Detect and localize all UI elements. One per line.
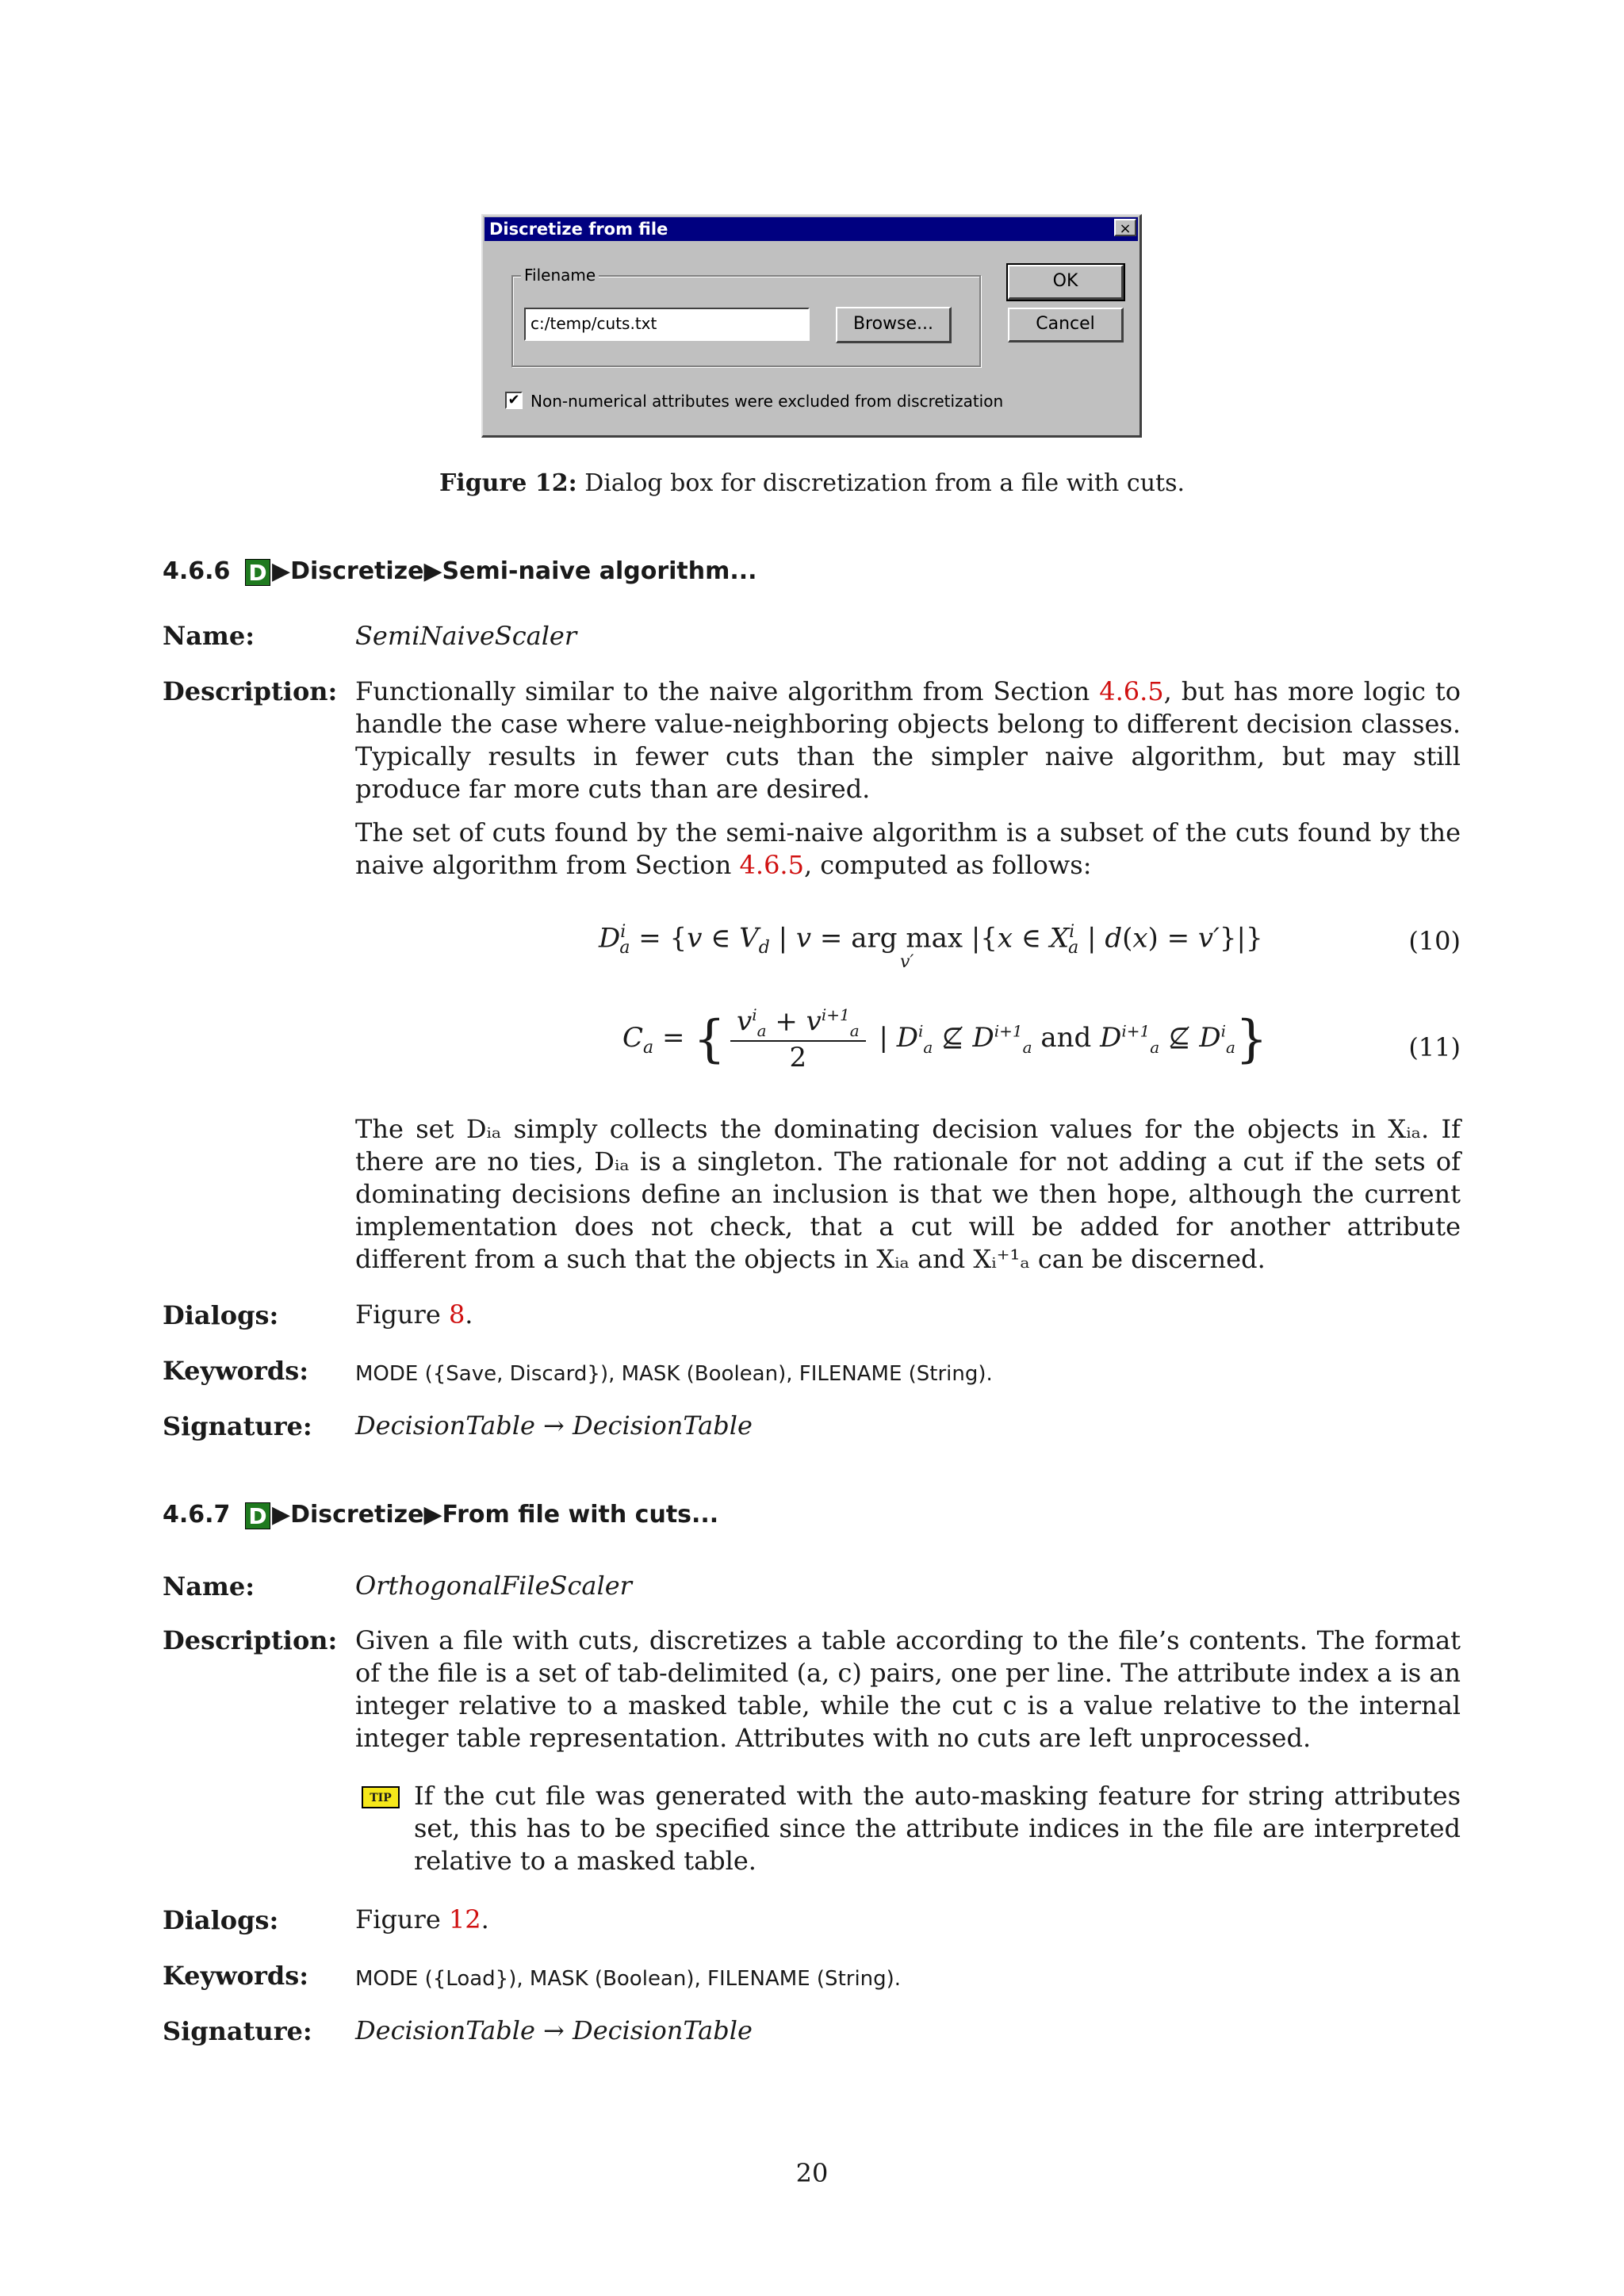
filename-group-label: Filename — [521, 266, 599, 285]
figure-ref-link[interactable]: 8 — [448, 1299, 465, 1330]
text-span: , but has more logic to handle the case where value-neighboring objects belong to different decision classes. Typically results in fewer cuts than the simpler naive algorithm, but may still produce far more cuts than are desired. — [355, 676, 1461, 804]
figure-caption — [0, 469, 1624, 497]
name-label: Name: — [163, 621, 255, 651]
filename-input[interactable]: c:/temp/cuts.txt — [524, 308, 810, 341]
tip-badge: TIP — [362, 1786, 400, 1808]
discretize-from-file-dialog — [481, 214, 1142, 438]
description-paragraph-1 — [355, 675, 1461, 806]
text-span: Figure — [355, 1299, 449, 1330]
equation-11: $C_a$ = { $\frac{v^i_a + v^{i+1}_a}{2}$ | $D^i_a$ ⊈ $D^{i+1}_a$ and $D^{i+1}_a$ ⊈ $D^i_a$} — [622, 1005, 1268, 1074]
text-span: , computed as follows: — [803, 850, 1092, 880]
menu-path: ▶Discretize▶From file with cuts... — [272, 1501, 719, 1529]
exclude-nonnumerical-checkbox[interactable]: ✔ — [505, 392, 523, 409]
tip-icon — [362, 1786, 400, 1808]
section-ref-link[interactable]: 4.6.5 — [1099, 676, 1164, 706]
algorithm-name: OrthogonalFileScaler — [355, 1571, 632, 1601]
text-span: The set of cuts found by the semi-naive algorithm is a subset of the cuts found by the naive algorithm from Section — [355, 817, 1461, 880]
keywords-value: MODE ({Save, Discard}), MASK (Boolean), FILENAME (String). — [355, 1362, 993, 1386]
d-badge-icon: D — [245, 1502, 270, 1529]
description-label: Description: — [163, 676, 338, 706]
ok-button[interactable]: OK — [1008, 265, 1124, 300]
d-badge-icon: D — [245, 559, 270, 586]
signature-label: Signature: — [163, 1411, 312, 1441]
exclude-nonnumerical-label: Non-numerical attributes were excluded from discretization — [530, 392, 1004, 411]
equation-11-number: (11) — [1408, 1032, 1461, 1062]
equation-10: $D^i_a = \{v$ ∈ $V_d$ | v = arg max |{x ∈ $X^i_a$ | d(x) = v′}|} v′ — [599, 922, 1263, 972]
section-467-heading — [163, 1501, 718, 1529]
browse-button[interactable]: Browse... — [836, 307, 952, 343]
dialogs-label: Dialogs: — [163, 1300, 279, 1330]
tip-text: If the cut file was generated with the auto-masking feature for string attributes set, this has to be specified since the attribute indices in the file are interpreted relative to a masked table. — [414, 1781, 1461, 1876]
figure-caption-text: Dialog box for discretization from a file with cuts. — [584, 469, 1185, 497]
description-label: Description: — [163, 1625, 338, 1655]
keywords-label: Keywords: — [163, 1961, 309, 1991]
section-466-heading — [163, 557, 757, 586]
description-paragraph-3: The set Dᵢₐ simply collects the dominating decision values for the objects in Xᵢₐ. If there are no ties, Dᵢₐ is a singleton. The rationale for not adding a cut if the sets of dominating decisions define an inclusion is that we then hope, although the current implementation does not check, that a cut will be added for another attribute different from a such that the objects in Xᵢₐ and Xᵢ⁺¹ₐ can be discerned. — [355, 1114, 1461, 1274]
dialogs-value: Figure 12. — [355, 1904, 489, 1934]
equation-10-number: (10) — [1408, 926, 1461, 956]
close-icon[interactable]: × — [1114, 219, 1136, 236]
keywords-value: MODE ({Load}), MASK (Boolean), FILENAME (String). — [355, 1967, 902, 1991]
algorithm-name: SemiNaiveScaler — [355, 621, 577, 651]
signature-label: Signature: — [163, 2016, 312, 2046]
section-number: 4.6.7 — [163, 1501, 231, 1529]
keywords-label: Keywords: — [163, 1356, 309, 1386]
figure-label: Figure 12: — [439, 469, 577, 497]
text-span: Functionally similar to the naive algorithm from Section — [355, 676, 1100, 706]
dialogs-value: Figure 8. — [355, 1299, 473, 1330]
page-number: 20 — [795, 2158, 829, 2188]
signature-value: DecisionTable → DecisionTable — [355, 2015, 753, 2045]
description-paragraph-1: Given a file with cuts, discretizes a table according to the file’s contents. The format of the file is a set of tab-delimited (a, c) pairs, one per line. The attribute index a is an integer relative to a masked table, while the cut c is a value relative to the internal integer table representation. Attributes with no cuts are left unprocessed. — [355, 1625, 1461, 1753]
cancel-button[interactable]: Cancel — [1008, 308, 1124, 342]
signature-value: DecisionTable → DecisionTable — [355, 1410, 753, 1441]
dialogs-label: Dialogs: — [163, 1905, 279, 1935]
name-label: Name: — [163, 1571, 255, 1601]
figure-ref-link[interactable]: 12 — [448, 1904, 481, 1934]
menu-path: ▶Discretize▶Semi-naive algorithm... — [272, 557, 757, 585]
section-ref-link[interactable]: 4.6.5 — [739, 850, 804, 880]
description-paragraph-2 — [355, 817, 1461, 882]
section-number: 4.6.6 — [163, 557, 231, 585]
dialog-title: Discretize from file — [485, 217, 1138, 241]
text-span: Figure — [355, 1904, 449, 1934]
